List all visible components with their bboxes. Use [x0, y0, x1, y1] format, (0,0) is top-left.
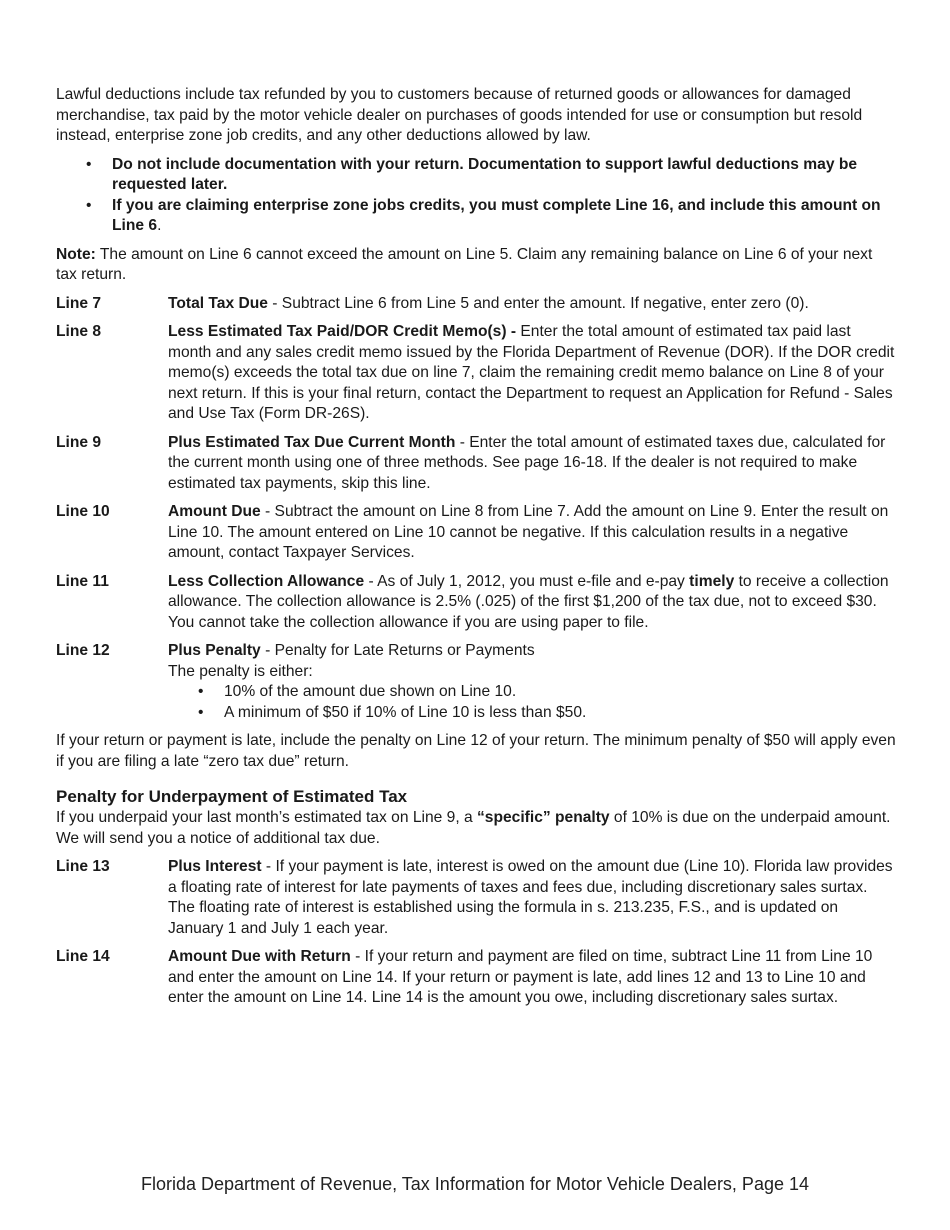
line-text: - Subtract the amount on Line 8 from Line 7. Add the amount on Line 9. Enter the result on Line 10. The amount entered on Line 10 cannot be negative. If this calculation results in a negative amount, contact Taxpayer Services.: [168, 503, 889, 561]
list-item: [168, 703, 896, 724]
intro-bullet-list: [56, 155, 896, 237]
line-body: [168, 502, 896, 564]
intro-paragraph: Lawful deductions include tax refunded by you to customers because of returned goods or allowances for damaged merchandise, tax paid by the motor vehicle dealer on purchases of goods intended for use or consumption but resold instead, enterprise zone job credits, and any other deductions allowed by law.: [56, 86, 863, 144]
bullet-text: If you are claiming enterprise zone jobs credits, you must complete Line 16, and include this amount on Line 6: [112, 196, 881, 234]
line-label: Line 11: [56, 572, 109, 590]
underpayment-paragraph: [56, 808, 896, 849]
line-label: Line 9: [56, 433, 102, 451]
line-label: Line 7: [56, 294, 102, 312]
section-heading: Penalty for Underpayment of Estimated Tax: [56, 787, 408, 806]
line-title: Plus Estimated Tax Due Current Month: [168, 433, 456, 451]
line-9: [56, 433, 896, 495]
underpayment-text: of 10% is due on the underpaid amount. We will send you a notice of additional tax due.: [56, 809, 891, 847]
bullet-suffix: .: [157, 217, 162, 234]
line-title: Less Collection Allowance: [168, 572, 365, 590]
line-text: Enter the total amount of estimated tax paid last month and any sales credit memo issued by the Florida Department of Revenue (DOR). If the DOR credit memo(s) exceeds the total tax due on line 7, claim the remaining credit memo balance on Line 8 of your next return. If this is your final return, contact the Department to request an Application for Refund - Sales and Use Tax (Form DR-26S).: [168, 323, 895, 422]
line-8: [56, 322, 896, 425]
line-label: Line 8: [56, 323, 102, 340]
line-text: to receive a collection allowance. The collection allowance is 2.5% (.025) of the first $1,200 of the tax due, not to exceed $30. You cannot take the collection allowance if you are using paper to file.: [168, 572, 889, 631]
line-text: - Subtract Line 6 from Line 5 and enter the amount. If negative, enter zero (0).: [267, 294, 809, 312]
line-title: Plus Penalty: [168, 642, 261, 659]
line-11: [56, 572, 896, 634]
line-body: [168, 857, 896, 939]
line-body: [168, 947, 896, 1009]
bullet-icon: •: [86, 196, 92, 214]
list-item: [56, 196, 896, 237]
line-text: - As of July 1, 2012, you must e-file and e-pay: [364, 572, 690, 590]
line-title: Plus Interest: [168, 858, 262, 875]
penalty-paragraph: If your return or payment is late, include the penalty on Line 12 of your return. The minimum penalty of $50 will apply even if you are filing a late “zero tax due” return.: [56, 732, 896, 770]
line-body: [168, 294, 896, 315]
line-body: [168, 641, 896, 723]
line-12: [56, 641, 896, 723]
line-title: Amount Due with Return: [168, 948, 351, 965]
line-14: [56, 947, 896, 1009]
underpayment-text: If you underpaid your last month’s estimated tax on Line 9, a: [56, 809, 477, 826]
line-text: - If your payment is late, interest is owed on the amount due (Line 10). Florida law provides a floating rate of interest for late payments of taxes and fees due, including discretionary sales surtax. The floating rate of interest is established using the formula in s. 213.235, F.S., and is updated on January 1 and July 1 each year.: [168, 858, 893, 937]
line-text: - Enter the total amount of estimated taxes due, calculated for the current month using one of three methods. See page 16-18. If the dealer is not required to make estimated tax payments, skip this line.: [168, 433, 886, 492]
line-emphasis: timely: [689, 572, 735, 590]
line-10: [56, 502, 896, 564]
list-item-text: A minimum of $50 if 10% of Line 10 is less than $50.: [224, 703, 587, 721]
line-title: Less Estimated Tax Paid/DOR Credit Memo(s) -: [168, 323, 517, 340]
line-text: - Penalty for Late Returns or Payments: [260, 642, 535, 659]
note-label: Note:: [56, 245, 96, 263]
underpayment-emphasis: “specific” penalty: [477, 809, 610, 826]
line-label: Line 12: [56, 642, 110, 659]
line-body: [168, 322, 896, 425]
line-label: Line 14: [56, 948, 110, 965]
line-label: Line 10: [56, 503, 110, 520]
bullet-icon: •: [86, 155, 92, 173]
line-title: Total Tax Due: [168, 294, 268, 312]
note-text: The amount on Line 6 cannot exceed the amount on Line 5. Claim any remaining balance on Line 6 of your next tax return.: [56, 245, 873, 283]
bullet-icon: •: [198, 703, 204, 721]
bullet-text: Do not include documentation with your return. Documentation to support lawful deductions may be requested later.: [112, 155, 858, 193]
line-7: [56, 294, 896, 315]
bullet-icon: •: [198, 683, 204, 700]
penalty-options-list: [168, 682, 896, 723]
line-title: Amount Due: [168, 503, 261, 520]
line-13: [56, 857, 896, 939]
list-item-text: 10% of the amount due shown on Line 10.: [224, 683, 517, 700]
penalty-intro: The penalty is either:: [168, 662, 313, 680]
line-label: Line 13: [56, 858, 110, 875]
document-page: [56, 85, 896, 1017]
note-paragraph: [56, 245, 896, 286]
list-item: [168, 682, 896, 703]
line-body: [168, 572, 896, 634]
page-footer: Florida Department of Revenue, Tax Information for Motor Vehicle Dealers, Page 14: [140, 1174, 809, 1194]
list-item: [56, 155, 896, 196]
line-text: - If your return and payment are filed on time, subtract Line 11 from Line 10 and enter the amount on Line 14. If your return or payment is late, add lines 12 and 13 to Line 10 and enter the amount on Line 14. Line 14 is the amount you owe, including discretionary sales surtax.: [168, 948, 873, 1006]
line-body: [168, 433, 896, 495]
